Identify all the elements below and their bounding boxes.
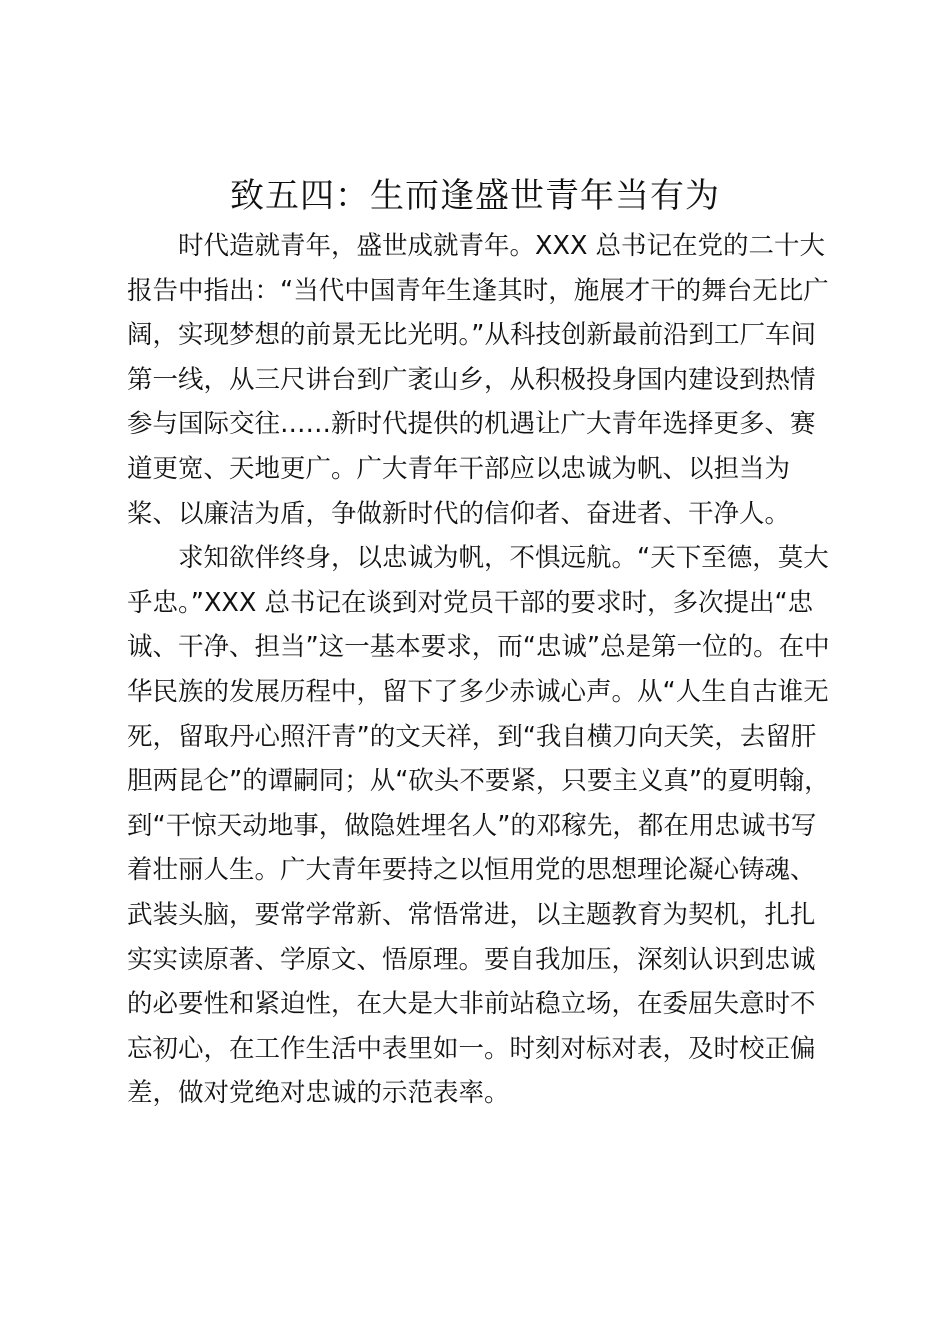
document-body	[127, 224, 837, 1116]
text-line: 实实读原著、学原文、悟原理。要自我加压，深刻认识到忠诚	[127, 944, 816, 975]
document-title: 致五四：生而逢盛世青年当有为	[230, 176, 720, 216]
text-line: 诚、干净、担当”这一基本要求，而“忠诚”总是第一位的。在中	[127, 632, 830, 663]
text-line: 华民族的发展历程中，留下了多少赤诚心声。从“人生自古谁无	[127, 676, 829, 707]
text-line: 求知欲伴终身，以忠诚为帆，不惧远航。“天下至德，莫大	[127, 543, 829, 574]
text-line: 死，留取丹心照汗青”的文天祥，到“我自横刀向天笑，去留肝	[127, 721, 817, 752]
text-line: 报告中指出：“当代中国青年生逢其时，施展才干的舞台无比广	[127, 275, 829, 306]
text-line: 乎忠。”XXX 总书记在谈到对党员干部的要求时，多次提出“忠	[127, 587, 814, 618]
text-line: 第一线，从三尺讲台到广袤山乡，从积极投身国内建设到热情	[127, 364, 816, 395]
text-line: 桨、以廉洁为盾，争做新时代的信仰者、奋进者、干净人。	[127, 498, 791, 529]
text-line: 着壮丽人生。广大青年要持之以恒用党的思想理论凝心铸魂、	[127, 855, 816, 886]
text-line: 胆两昆仑”的谭嗣同；从“砍头不要紧，只要主义真”的夏明翰，	[127, 766, 830, 797]
text-line: 时代造就青年，盛世成就青年。XXX 总书记在党的二十大	[127, 231, 826, 261]
text-line: 到“干惊天动地事，做隐姓埋名人”的邓稼先，都在用忠诚书写	[127, 810, 817, 841]
text-line: 阔，实现梦想的前景无比光明。”从科技创新最前沿到工厂车间	[127, 320, 816, 351]
text-line: 的必要性和紧迫性，在大是大非前站稳立场，在委屈失意时不	[127, 989, 816, 1020]
text-line: 差，做对党绝对忠诚的示范表率。	[127, 1078, 510, 1109]
text-line: 道更宽、天地更广。广大青年干部应以忠诚为帆、以担当为	[127, 453, 791, 484]
text-line: 忘初心，在工作生活中表里如一。时刻对标对表，及时校正偏	[127, 1033, 816, 1064]
text-line: 参与国际交往……新时代提供的机遇让广大青年选择更多、赛	[127, 409, 816, 440]
text-line: 武装头脑，要常学常新、常悟常进，以主题教育为契机，扎扎	[127, 899, 816, 930]
